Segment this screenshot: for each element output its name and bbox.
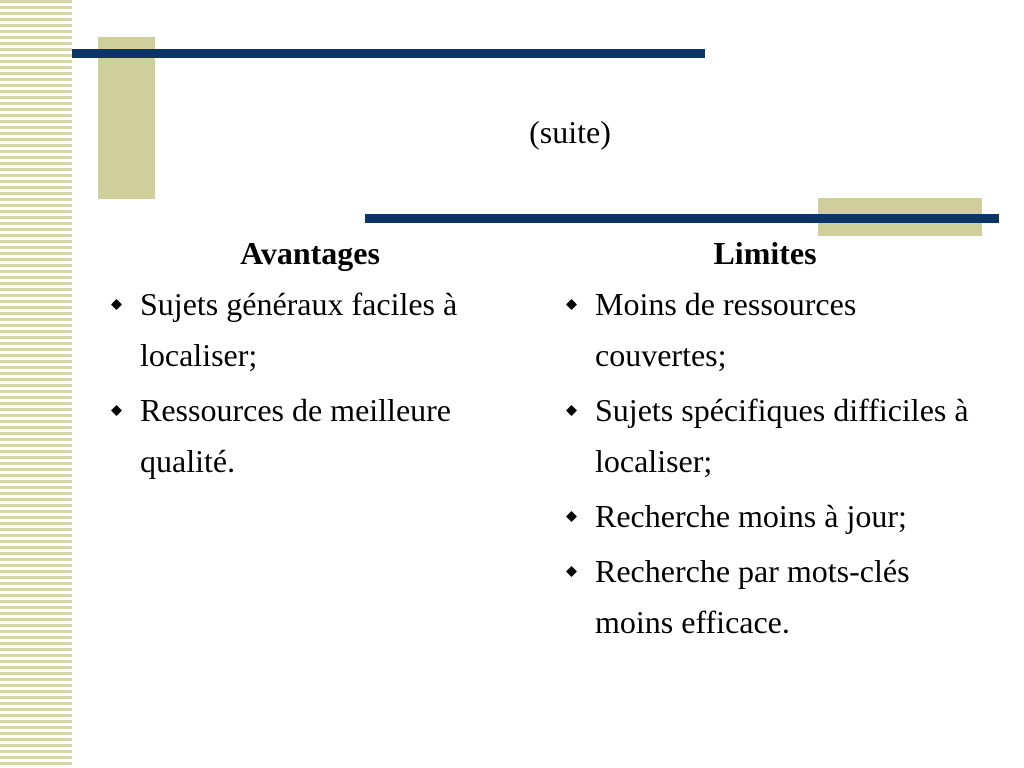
decorative-stripes bbox=[0, 0, 72, 768]
list-item bbox=[100, 279, 520, 381]
list-item-text: Recherche moins à jour; bbox=[595, 498, 907, 534]
decorative-block-top bbox=[98, 37, 155, 199]
list-item-text: Ressources de meilleure qualité. bbox=[140, 392, 451, 479]
slide-title: (suite) bbox=[529, 114, 611, 150]
list-item bbox=[555, 385, 975, 487]
advantages-heading: Avantages bbox=[240, 235, 380, 271]
list-item bbox=[100, 385, 520, 487]
list-item bbox=[555, 546, 975, 648]
list-item-text: Sujets spécifiques difficiles à localiser; bbox=[595, 392, 969, 479]
list-item-text: Recherche par mots-clés moins efficace. bbox=[595, 553, 910, 640]
diamond-bullet-icon bbox=[111, 405, 122, 416]
limits-list bbox=[555, 279, 975, 648]
limits-heading: Limites bbox=[713, 235, 817, 271]
list-item bbox=[555, 491, 975, 542]
diamond-bullet-icon bbox=[566, 405, 577, 416]
decorative-line-top bbox=[72, 49, 705, 58]
diamond-bullet-icon bbox=[566, 299, 577, 310]
advantages-column bbox=[100, 233, 520, 491]
decorative-line-middle bbox=[365, 214, 999, 223]
list-item bbox=[555, 279, 975, 381]
list-item-text: Sujets généraux faciles à localiser; bbox=[140, 286, 458, 373]
advantages-list bbox=[100, 279, 520, 487]
list-item-text: Moins de ressources couvertes; bbox=[595, 286, 857, 373]
diamond-bullet-icon bbox=[566, 511, 577, 522]
diamond-bullet-icon bbox=[566, 566, 577, 577]
diamond-bullet-icon bbox=[111, 299, 122, 310]
limits-column bbox=[555, 233, 975, 652]
